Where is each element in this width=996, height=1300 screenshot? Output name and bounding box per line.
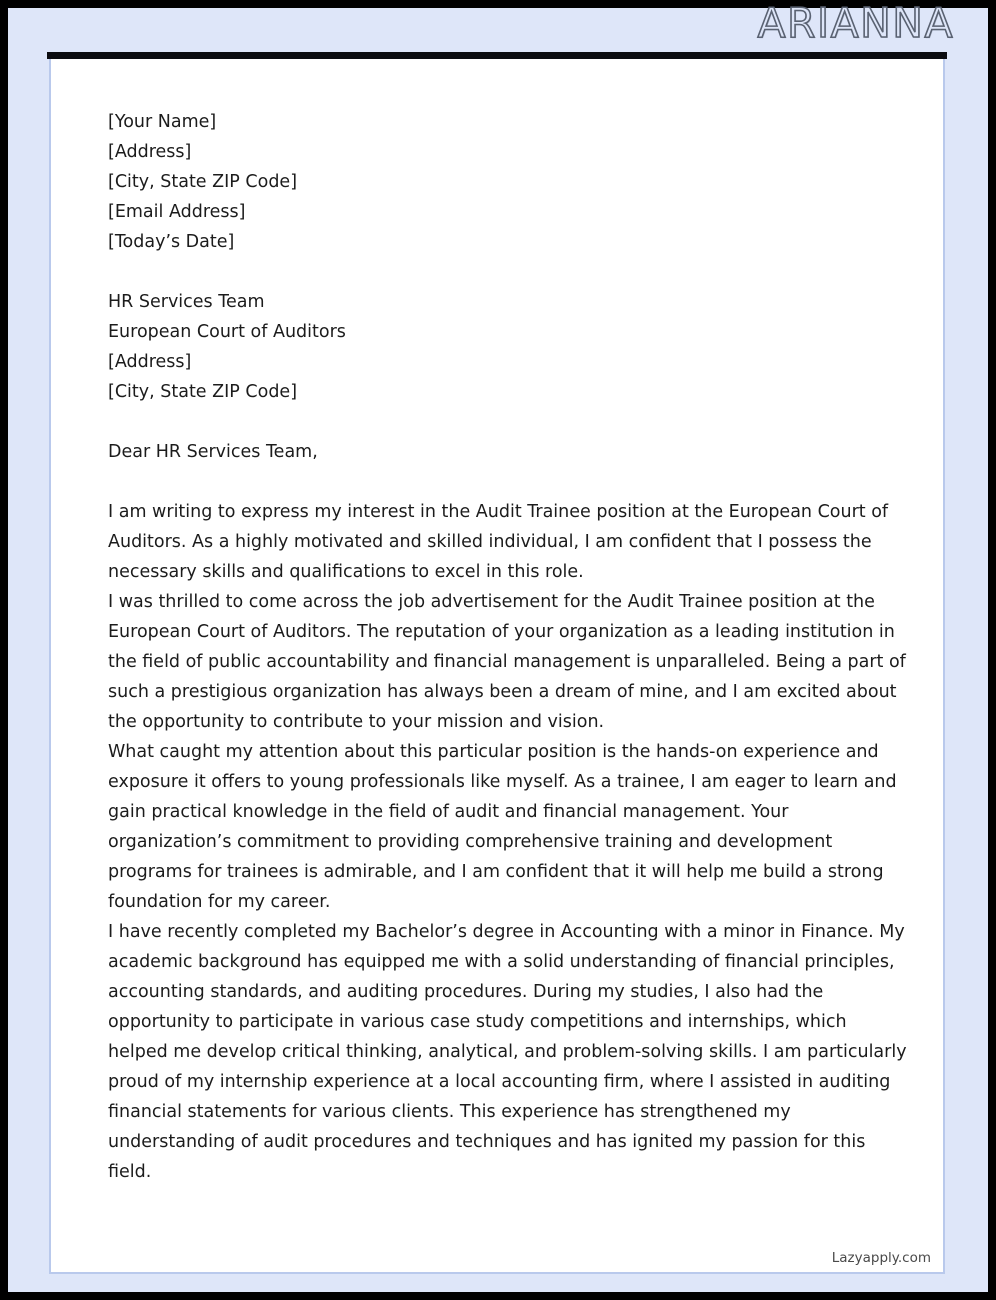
sender-line: [City, State ZIP Code] bbox=[108, 172, 298, 192]
letterhead bbox=[8, 0, 988, 52]
watermark: Lazyapply.com bbox=[831, 1250, 931, 1266]
sender-line: [Email Address] bbox=[108, 202, 246, 222]
body-paragraph: I am writing to express my interest in the Audit Trainee position at the European Court of Auditors. As a highly motivated and skilled individual, I am confident that I possess the necessary skills and qualifications to excel in this role. bbox=[108, 502, 889, 582]
letter-content bbox=[108, 107, 908, 1187]
sender-line: [Your Name] bbox=[108, 112, 217, 132]
salutation-block bbox=[108, 437, 908, 467]
letterhead-name: ARIANNA bbox=[757, 0, 954, 47]
salutation: Dear HR Services Team, bbox=[108, 442, 318, 462]
sender-line: [Address] bbox=[108, 142, 192, 162]
recipient-line: [Address] bbox=[108, 352, 192, 372]
document-frame bbox=[8, 0, 988, 1292]
header-divider-rule bbox=[47, 52, 947, 59]
recipient-line: [City, State ZIP Code] bbox=[108, 382, 298, 402]
recipient-address-block bbox=[108, 287, 908, 407]
letter-page bbox=[49, 59, 945, 1274]
body-paragraph: I was thrilled to come across the job advertisement for the Audit Trainee position at the European Court of Auditors. The reputation of your organization as a leading institution in the field of public accountability and financial management is unparalleled. Being a part of such a prestigious organization has always been a dream of mine, and I am excited about the opportunity to contribute to your mission and vision. bbox=[108, 592, 906, 732]
recipient-line: HR Services Team bbox=[108, 292, 265, 312]
body-paragraph: I have recently completed my Bachelor’s degree in Accounting with a minor in Finance. My academic background has equipped me with a solid understanding of financial principles, accounting standards, and auditing procedures. During my studies, I also had the opportunity to participate in various case study competitions and internships, which helped me develop critical thinking, analytical, and problem-solving skills. I am particularly proud of my internship experience at a local accounting firm, where I assisted in auditing financial statements for various clients. This experience has strengthened my understanding of audit procedures and techniques and has ignited my passion for this field. bbox=[108, 922, 907, 1182]
body-paragraph: What caught my attention about this particular position is the hands-on experience and exposure it offers to young professionals like myself. As a trainee, I am eager to learn and gain practical knowledge in the field of audit and financial management. Your organization’s commitment to providing comprehensive training and development programs for trainees is admirable, and I am confident that it will help me build a strong foundation for my career. bbox=[108, 742, 897, 912]
sender-line: [Today’s Date] bbox=[108, 232, 235, 252]
sender-address-block bbox=[108, 107, 908, 257]
recipient-line: European Court of Auditors bbox=[108, 322, 346, 342]
